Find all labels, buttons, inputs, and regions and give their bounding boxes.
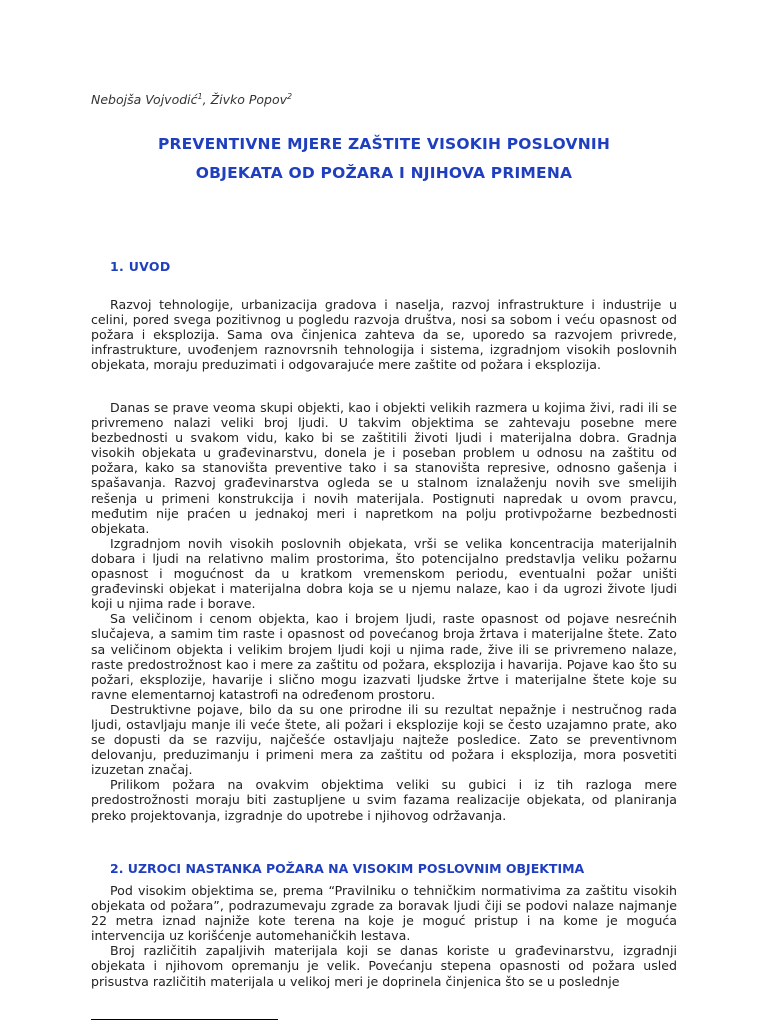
author-separator: , [202,92,211,108]
paragraph: Broj različitih zapaljivih materijala koji se danas koriste u građevinarstvu, izgradnji objekata i njihovom opremanju je velik. Povećanju stepena opasnosti od požara usled prisustva različitih materijala u velikoj meri je doprinela činjenica što se u poslednje [91,943,677,989]
paragraph: Razvoj tehnologije, urbanizacija gradova i naselja, razvoj infrastrukture i industrije u celini, pored svega pozitivnog u pogledu razvoja društva, nosi sa sobom i veću opasnost od požara i eksplozija. Sama ova činjenica zahteva da se, uporedo sa razvojem privrede, infrastrukture, uvođenjem raznovrsnih tehnologija i sistema, izgradnjom visokih poslovnih objekata, moraju preduzimati i odgovarajuće mere zaštite od požara i eksplozija. [91,297,677,373]
paragraph: Pod visokim objektima se, prema “Pravilniku o tehničkim normativima za zaštitu visokih objekata od požara”, podrazumevaju zgrade za boravak ljudi čiji se podovi nalaze najmanje 22 metra iznad najniže kote terena na koje je moguć pristup i na kome je moguća intervencija uz korišćenje automehaničkih lestava. [91,883,677,944]
section-body [91,400,677,823]
paragraph: Prilikom požara na ovakvim objektima veliki su gubici i iz tih razloga mere predostrožnosti moraju biti zastupljene u svim fazama realizacije objekata, od planiranja preko projektovanja, izgradnje do upotrebe i njihovog održavanja. [91,777,677,823]
footnote-separator [91,1019,278,1020]
section-body [91,297,677,372]
paragraph: Sa veličinom i cenom objekta, kao i brojem ljudi, raste opasnost od pojave nesrećnih slučajeva, a samim tim raste i opasnost od povećanog broja žrtava i materijalne štete. Zato sa veličinom objekta i velikim brojem ljudi koji u njima rade, žive ili se privremeno nalaze, raste predostrožnost kao i mere za zaštitu od požara, eksplozija i havarija. Pojave kao što su požari, eksplozije, havarije i slično mogu izazvati ljudske žrtve i materijalne štete koje su ravne elementarnoj katastrofi na određenom prostoru. [91,611,677,702]
author-footnote-ref[interactable]: 1 [197,92,203,101]
title-line: OBJEKATA OD POŽARA I NJIHOVA PRIMENA [195,164,573,182]
paragraph: Destruktivne pojave, bilo da su one prirodne ili su rezultat nepažnje i nestručnog rada ljudi, ostavljaju manje ili veće štete, ali požari i eksplozije koji se često uzajamno prate, ako se dopusti da se razviju, najčešće ostavljaju najteže posledice. Zato se preventivnom delovanju, preduzimanju i primeni mera za zaštitu od požara i eksplozija, mora posvetiti izuzetan značaj. [91,701,677,778]
section-heading: 1. UVOD [110,259,171,274]
author-footnote-ref[interactable]: 2 [287,92,293,101]
author-line [91,92,292,107]
section-body [91,883,677,989]
author-name: Živko Popov [210,92,288,108]
author-name: Nebojša Vojvodić [91,92,198,108]
paragraph: Danas se prave veoma skupi objekti, kao i objekti velikih razmera u kojima živi, radi ili se privremeno nalazi veliki broj ljudi. U takvim objektima se zahtevaju posebne mere bezbednosti u svakom vidu, kako bi se zaštitili životi ljudi i materijalna dobra. Gradnja visokih objekata u građevinarstvu, donela je i poseban problem u odnosu na zaštitu od požara, kako sa stanovišta preventive tako i sa stanovišta represive, odnosno gašenja i spašavanja. Razvoj građevinarstva ogleda se u stalnom iznalaženju novih sve smelijih rešenja u primeni konstrukcija i novih materijala. Postignuti napredak u ovom pravcu, međutim nije praćen u jednakoj meri i napretkom na polju protivpožarne bezbednosti objekata. [91,400,677,536]
paper-title [91,130,677,188]
section-heading: 2. UZROCI NASTANKA POŽARA NA VISOKIM POSLOVNIM OBJEKTIMA [110,861,585,876]
title-line: PREVENTIVNE MJERE ZAŠTITE VISOKIH POSLOVNIH [157,135,611,153]
paragraph: Izgradnjom novih visokih poslovnih objekata, vrši se velika koncentracija materijalnih dobara i ljudi na relativno malim prostorima, što potencijalno predstavlja veliku požarnu opasnost i mogućnost da u kratkom vremenskom periodu, eventualni požar uništi građevinski objekat i materijalna dobra koja se u njemu nalaze, kao i da ugrozi živote ljudi koji u njima rade i borave. [91,535,677,612]
